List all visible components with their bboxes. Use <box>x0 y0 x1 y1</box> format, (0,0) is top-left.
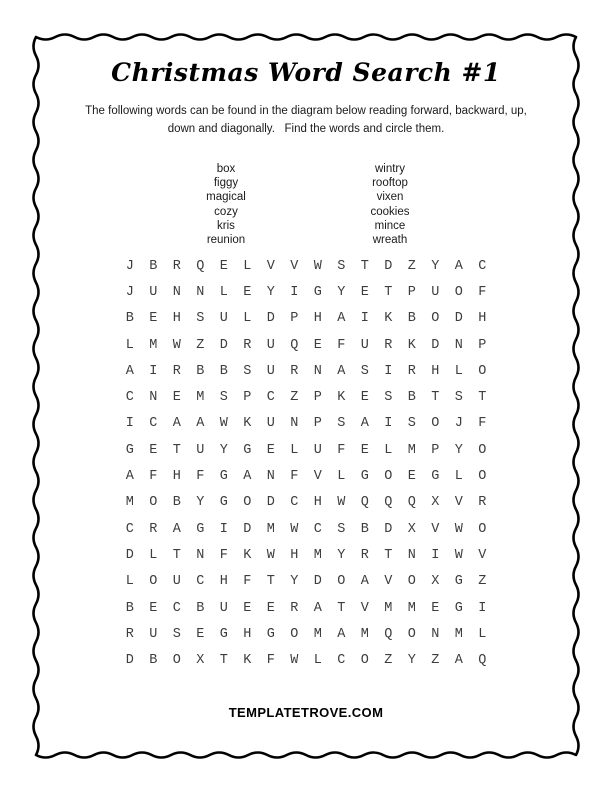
grid-letter: K <box>243 547 252 563</box>
grid-letter: Q <box>384 495 393 511</box>
grid-letter: V <box>290 258 299 274</box>
grid-letter: G <box>454 574 463 590</box>
grid-letter: G <box>313 284 322 300</box>
grid-letter: G <box>219 469 228 485</box>
grid-letter: R <box>407 363 416 379</box>
grid-letter: M <box>266 521 275 537</box>
grid-letter: O <box>290 626 299 642</box>
grid-letter: H <box>219 574 228 590</box>
grid-letter: N <box>313 363 322 379</box>
grid-letter: U <box>219 600 228 616</box>
grid-letter: T <box>172 442 181 458</box>
grid-letter: G <box>196 521 205 537</box>
grid-letter: L <box>454 363 463 379</box>
grid-letter: P <box>313 390 322 406</box>
grid-letter: G <box>454 600 463 616</box>
grid-letter: C <box>172 600 181 616</box>
grid-letter: B <box>360 521 369 537</box>
grid-letter: P <box>243 390 252 406</box>
grid-letter: O <box>478 442 487 458</box>
grid-letter: H <box>172 311 181 327</box>
grid-letter: U <box>313 442 322 458</box>
grid-letter: P <box>407 284 416 300</box>
grid-letter: D <box>266 311 275 327</box>
grid-letter: O <box>407 574 416 590</box>
grid-letter: V <box>266 258 275 274</box>
grid-letter: B <box>172 495 181 511</box>
grid-letter: N <box>431 626 440 642</box>
grid-letter: M <box>454 626 463 642</box>
grid-letter: I <box>149 363 158 379</box>
grid-letter: F <box>337 442 346 458</box>
grid-letter: T <box>384 284 393 300</box>
grid-letter: W <box>337 495 346 511</box>
grid-letter: C <box>125 390 134 406</box>
grid-letter: V <box>478 547 487 563</box>
grid-letter: M <box>407 600 416 616</box>
grid-letter: D <box>219 337 228 353</box>
grid-letter: U <box>266 416 275 432</box>
grid-letter: A <box>313 600 322 616</box>
word-list-item: box <box>216 163 236 175</box>
grid-letter: O <box>360 653 369 669</box>
grid-letter: A <box>337 363 346 379</box>
grid-letter: C <box>196 574 205 590</box>
grid-letter: R <box>172 258 181 274</box>
grid-letter: N <box>266 469 275 485</box>
grid-letter: L <box>149 547 158 563</box>
grid-letter: Z <box>478 574 487 590</box>
grid-row <box>118 384 494 410</box>
grid-letter: S <box>384 390 393 406</box>
grid-letter: I <box>384 416 393 432</box>
grid-letter: U <box>219 311 228 327</box>
grid-letter: D <box>454 311 463 327</box>
grid-letter: Q <box>360 495 369 511</box>
grid-letter: E <box>360 390 369 406</box>
grid-letter: T <box>384 547 393 563</box>
grid-letter: E <box>149 442 158 458</box>
word-list-item: wintry <box>374 163 406 175</box>
grid-row <box>118 332 494 358</box>
grid-letter: N <box>149 390 158 406</box>
grid-letter: Q <box>384 626 393 642</box>
grid-letter: A <box>360 416 369 432</box>
grid-letter: C <box>290 495 299 511</box>
grid-letter: R <box>125 626 134 642</box>
grid-row <box>118 253 494 279</box>
grid-letter: O <box>454 284 463 300</box>
grid-letter: K <box>384 311 393 327</box>
grid-letter: C <box>125 521 134 537</box>
grid-letter: U <box>196 442 205 458</box>
grid-letter: N <box>407 547 416 563</box>
grid-letter: Z <box>196 337 205 353</box>
grid-letter: N <box>172 284 181 300</box>
grid-letter: U <box>266 363 275 379</box>
grid-letter: G <box>360 469 369 485</box>
grid-letter: W <box>266 547 275 563</box>
grid-letter: A <box>337 626 346 642</box>
grid-letter: S <box>337 521 346 537</box>
grid-letter: R <box>384 337 393 353</box>
grid-row <box>118 306 494 332</box>
grid-letter: P <box>431 442 440 458</box>
grid-letter: Z <box>407 258 416 274</box>
grid-letter: P <box>290 311 299 327</box>
grid-letter: S <box>243 363 252 379</box>
grid-letter: A <box>125 469 134 485</box>
grid-letter: F <box>149 469 158 485</box>
grid-letter: A <box>337 311 346 327</box>
instructions-line-2: down and diagonally. Find the words and circle them. <box>167 122 445 135</box>
grid-letter: L <box>313 653 322 669</box>
instructions-line-1: The following words can be found in the diagram below reading forward, backward, up, <box>85 105 527 117</box>
grid-letter: F <box>290 469 299 485</box>
grid-letter: Z <box>290 390 299 406</box>
grid-letter: O <box>478 521 487 537</box>
grid-letter: A <box>454 653 463 669</box>
grid-letter: W <box>313 258 322 274</box>
grid-letter: V <box>313 469 322 485</box>
grid-row <box>118 542 494 568</box>
grid-letter: E <box>313 337 322 353</box>
grid-letter: W <box>172 337 181 353</box>
grid-letter: O <box>149 574 158 590</box>
grid-letter: K <box>243 416 252 432</box>
grid-letter: H <box>243 626 252 642</box>
grid-letter: G <box>431 469 440 485</box>
grid-letter: T <box>431 390 440 406</box>
grid-row <box>118 463 494 489</box>
grid-letter: L <box>454 469 463 485</box>
grid-letter: K <box>337 390 346 406</box>
grid-letter: E <box>431 600 440 616</box>
grid-letter: I <box>219 521 228 537</box>
grid-letter: T <box>266 574 275 590</box>
grid-letter: E <box>266 600 275 616</box>
grid-letter: S <box>196 311 205 327</box>
grid-letter: R <box>360 547 369 563</box>
grid-letter: Z <box>431 653 440 669</box>
grid-letter: U <box>431 284 440 300</box>
grid-letter: S <box>219 390 228 406</box>
word-list-item: kris <box>217 219 235 232</box>
grid-letter: E <box>360 442 369 458</box>
grid-letter: S <box>454 390 463 406</box>
grid-letter: M <box>125 495 134 511</box>
grid-letter: P <box>313 416 322 432</box>
grid-letter: L <box>290 442 299 458</box>
grid-letter: T <box>172 547 181 563</box>
grid-letter: R <box>290 600 299 616</box>
grid-letter: I <box>431 547 440 563</box>
grid-letter: R <box>172 363 181 379</box>
grid-letter: G <box>125 442 134 458</box>
grid-letter: W <box>290 521 299 537</box>
grid-letter: M <box>407 442 416 458</box>
grid-letter: K <box>243 653 252 669</box>
grid-letter: F <box>219 547 228 563</box>
grid-letter: B <box>196 600 205 616</box>
grid-letter: V <box>454 495 463 511</box>
grid-letter: D <box>125 547 134 563</box>
grid-letter: I <box>290 284 299 300</box>
grid-letter: F <box>478 416 487 432</box>
grid-letter: M <box>196 390 205 406</box>
grid-letter: I <box>384 363 393 379</box>
grid-letter: Y <box>266 284 275 300</box>
grid-letter: L <box>478 626 487 642</box>
grid-letter: O <box>149 495 158 511</box>
grid-letter: V <box>431 521 440 537</box>
grid-letter: E <box>243 600 252 616</box>
grid-letter: R <box>243 337 252 353</box>
footer-site-name: TEMPLATETROVE.COM <box>228 705 384 720</box>
grid-letter: R <box>478 495 487 511</box>
grid-letter: I <box>125 416 134 432</box>
grid-letter: I <box>478 600 487 616</box>
grid-letter: O <box>478 363 487 379</box>
grid-letter: O <box>243 495 252 511</box>
grid-letter: H <box>172 469 181 485</box>
grid-letter: B <box>196 363 205 379</box>
grid-letter: N <box>290 416 299 432</box>
grid-letter: B <box>149 653 158 669</box>
grid-letter: H <box>431 363 440 379</box>
grid-letter: L <box>384 442 393 458</box>
grid-letter: E <box>219 258 228 274</box>
word-list-right <box>305 162 475 247</box>
grid-row <box>118 358 494 384</box>
word-list-item: magical <box>206 191 246 204</box>
grid-row <box>118 569 494 595</box>
grid-letter: C <box>337 653 346 669</box>
instructions <box>0 103 612 138</box>
grid-letter: T <box>337 600 346 616</box>
grid-letter: D <box>266 495 275 511</box>
grid-letter: C <box>478 258 487 274</box>
grid-letter: D <box>313 574 322 590</box>
grid-letter: E <box>196 626 205 642</box>
word-search-grid <box>118 253 494 674</box>
grid-letter: I <box>360 311 369 327</box>
grid-letter: X <box>431 495 440 511</box>
grid-letter: B <box>219 363 228 379</box>
grid-letter: S <box>360 363 369 379</box>
grid-letter: S <box>337 416 346 432</box>
grid-letter: A <box>360 574 369 590</box>
grid-letter: L <box>243 258 252 274</box>
grid-letter: E <box>172 390 181 406</box>
grid-letter: O <box>172 653 181 669</box>
grid-letter: W <box>219 416 228 432</box>
grid-letter: T <box>219 653 228 669</box>
grid-letter: M <box>313 626 322 642</box>
grid-letter: L <box>125 574 134 590</box>
grid-letter: A <box>454 258 463 274</box>
grid-letter: S <box>337 258 346 274</box>
grid-letter: Q <box>290 337 299 353</box>
grid-letter: O <box>337 574 346 590</box>
word-list-item: reunion <box>206 234 246 247</box>
word-list-item: mince <box>374 219 406 232</box>
grid-letter: O <box>407 626 416 642</box>
grid-letter: Y <box>196 495 205 511</box>
grid-letter: A <box>125 363 134 379</box>
grid-letter: G <box>266 626 275 642</box>
grid-row <box>118 411 494 437</box>
grid-letter: B <box>407 390 416 406</box>
grid-letter: D <box>243 521 252 537</box>
grid-letter: W <box>454 521 463 537</box>
grid-letter: R <box>290 363 299 379</box>
grid-letter: D <box>384 521 393 537</box>
grid-letter: T <box>360 258 369 274</box>
grid-letter: F <box>337 337 346 353</box>
grid-letter: U <box>149 284 158 300</box>
grid-letter: F <box>243 574 252 590</box>
grid-letter: H <box>313 311 322 327</box>
grid-letter: C <box>313 521 322 537</box>
grid-letter: J <box>125 258 134 274</box>
grid-letter: L <box>125 337 134 353</box>
grid-letter: G <box>219 495 228 511</box>
grid-letter: M <box>360 626 369 642</box>
grid-letter: B <box>125 311 134 327</box>
grid-letter: Y <box>337 547 346 563</box>
word-list-item: vixen <box>376 191 404 204</box>
grid-letter: F <box>266 653 275 669</box>
grid-letter: Y <box>290 574 299 590</box>
grid-letter: E <box>149 600 158 616</box>
grid-letter: S <box>172 626 181 642</box>
grid-letter: J <box>125 284 134 300</box>
grid-letter: Y <box>431 258 440 274</box>
grid-letter: C <box>266 390 275 406</box>
grid-letter: A <box>172 521 181 537</box>
grid-letter: N <box>196 284 205 300</box>
grid-letter: Y <box>219 442 228 458</box>
grid-letter: E <box>243 284 252 300</box>
grid-letter: E <box>360 284 369 300</box>
grid-letter: H <box>478 311 487 327</box>
grid-letter: B <box>149 258 158 274</box>
grid-letter: N <box>196 547 205 563</box>
grid-letter: A <box>243 469 252 485</box>
grid-row <box>118 621 494 647</box>
grid-letter: O <box>431 311 440 327</box>
grid-letter: S <box>407 416 416 432</box>
grid-letter: E <box>266 442 275 458</box>
grid-letter: F <box>196 469 205 485</box>
grid-letter: T <box>478 390 487 406</box>
grid-letter: N <box>454 337 463 353</box>
grid-letter: W <box>454 547 463 563</box>
grid-row <box>118 647 494 673</box>
grid-letter: B <box>125 600 134 616</box>
word-list-item: figgy <box>213 177 239 190</box>
grid-letter: M <box>149 337 158 353</box>
grid-letter: H <box>290 547 299 563</box>
grid-letter: Q <box>478 653 487 669</box>
grid-letter: V <box>360 600 369 616</box>
grid-letter: U <box>360 337 369 353</box>
grid-letter: U <box>266 337 275 353</box>
grid-letter: D <box>384 258 393 274</box>
grid-letter: G <box>219 626 228 642</box>
grid-letter: Y <box>454 442 463 458</box>
grid-letter: X <box>196 653 205 669</box>
grid-letter: R <box>149 521 158 537</box>
grid-letter: L <box>337 469 346 485</box>
grid-letter: O <box>431 416 440 432</box>
grid-letter: D <box>125 653 134 669</box>
grid-letter: D <box>431 337 440 353</box>
word-list-item: rooftop <box>372 177 408 190</box>
word-list-item: cookies <box>370 205 410 218</box>
grid-letter: A <box>196 416 205 432</box>
grid-letter: E <box>407 469 416 485</box>
grid-letter: J <box>454 416 463 432</box>
grid-letter: P <box>478 337 487 353</box>
grid-letter: M <box>313 547 322 563</box>
grid-letter: C <box>149 416 158 432</box>
grid-letter: E <box>149 311 158 327</box>
grid-letter: Q <box>407 495 416 511</box>
grid-letter: Q <box>196 258 205 274</box>
grid-letter: L <box>219 284 228 300</box>
grid-letter: H <box>313 495 322 511</box>
grid-letter: Z <box>384 653 393 669</box>
grid-row <box>118 279 494 305</box>
grid-row <box>118 490 494 516</box>
grid-letter: K <box>407 337 416 353</box>
grid-letter: X <box>431 574 440 590</box>
grid-letter: A <box>172 416 181 432</box>
grid-letter: G <box>243 442 252 458</box>
grid-letter: L <box>243 311 252 327</box>
word-list-item: cozy <box>214 205 238 218</box>
grid-letter: V <box>384 574 393 590</box>
grid-row <box>118 437 494 463</box>
grid-letter: U <box>149 626 158 642</box>
grid-letter: U <box>172 574 181 590</box>
grid-letter: Y <box>337 284 346 300</box>
grid-letter: O <box>478 469 487 485</box>
grid-row <box>118 516 494 542</box>
grid-letter: F <box>478 284 487 300</box>
grid-letter: O <box>384 469 393 485</box>
grid-letter: X <box>407 521 416 537</box>
grid-letter: M <box>384 600 393 616</box>
word-list-left <box>141 162 311 247</box>
word-list-item: wreath <box>372 234 408 247</box>
grid-letter: B <box>407 311 416 327</box>
page-title: Christmas Word Search #1 <box>111 58 501 87</box>
grid-letter: Y <box>407 653 416 669</box>
grid-row <box>118 595 494 621</box>
grid-letter: W <box>290 653 299 669</box>
